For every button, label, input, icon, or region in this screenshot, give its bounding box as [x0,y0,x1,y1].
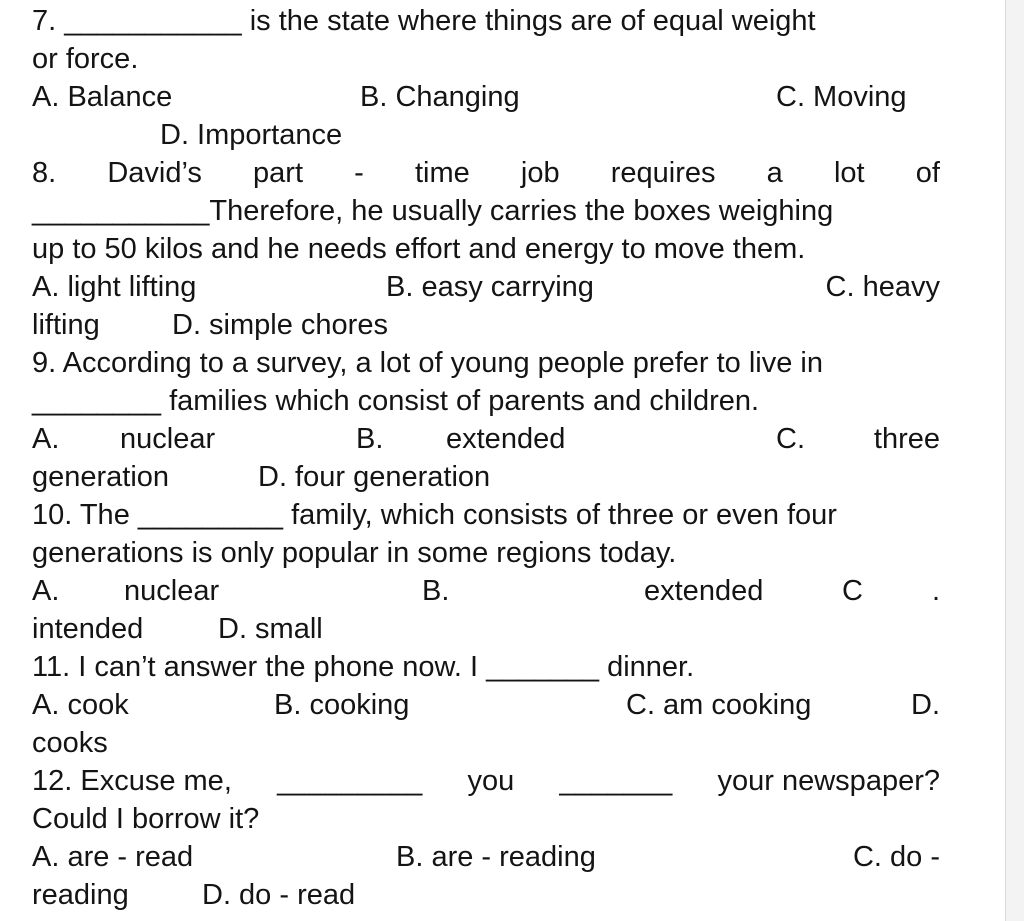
q10-stem-line-2 [32,534,940,572]
q11-option-b: B. cooking [274,689,410,721]
q9-blank: ________ [32,385,162,417]
q9-option-b: extended [446,423,566,455]
q9-option-d: D. four generation [258,461,491,493]
q8-word: time [414,157,470,189]
q10-stem-line-1 [32,496,940,534]
q12-options-line [32,838,940,876]
q10-stem-cont-2: generations is only popular in some regions today. [32,537,677,569]
q9-option-c: three [873,423,940,455]
q10-option-b-letter: B. [422,575,450,607]
q12-stem-cont: Could I borrow it? [32,803,260,835]
q7-options-line [32,78,940,116]
q8-stem-line-2 [32,192,940,230]
q7-number: 7. [32,5,57,37]
q12-blank-2: _______ [559,765,673,797]
scrollbar[interactable] [1005,0,1024,921]
q9-option-a-letter: A. [32,423,60,455]
q8-option-d: D. simple chores [172,309,388,341]
q12-stem: 12. Excuse me, [32,765,232,797]
q8-number: 8. [32,157,57,189]
q12-option-a: A. are - read [32,841,194,873]
q9-options-line-2 [32,458,940,496]
q8-stem-cont: Therefore, he usually carries the boxes weighing [209,195,834,227]
q8-word: a [766,157,783,189]
q11-options-line [32,686,940,724]
q8-options-line [32,268,940,306]
q11-option-a: A. cook [32,689,129,721]
q10-options-line [32,572,940,610]
q10-option-a-letter: A. [32,575,60,607]
q7-blank: ___________ [64,5,242,37]
q7-option-c: C. Moving [776,81,907,113]
q11-blank: _______ [486,651,599,683]
q7-stem-cont: or force. [32,43,139,75]
q7-option-a: A. Balance [32,81,173,113]
q8-word: requires [610,157,716,189]
q8-word: lot [833,157,865,189]
q8-option-a: A. light lifting [32,271,197,303]
q12-option-d: D. do - read [202,879,356,911]
q7-stem: is the state where things are of equal weight [249,5,816,37]
q9-stem-cont: families which consist of parents and children. [169,385,760,417]
q11-option-c: C. am cooking [626,689,812,721]
q9-option-c-letter: C. [776,423,805,455]
q12-stem-end: your newspaper? [717,765,940,797]
q8-stem-line-1 [32,154,940,192]
q11-option-d-letter: D. [911,689,940,721]
q12-option-c: C. do - [852,841,940,873]
q7-option-b: B. Changing [360,81,520,113]
q8-blank: ___________ [32,195,210,227]
q8-option-b: B. easy carrying [386,271,594,303]
q10-option-c: intended [32,613,144,645]
q9-stem-line-2 [32,382,940,420]
q11-stem-cont: dinner. [607,651,695,683]
q7-stem-line-1 [32,2,940,40]
q10-option-c-dot: . [931,575,940,607]
q10-options-line-2 [32,610,940,648]
q10-option-c-letter: C [842,575,863,607]
q10-stem-cont: family, which consists of three or even four [291,499,837,531]
q11-options-line-2 [32,724,940,762]
q12-option-b: B. are - reading [396,841,596,873]
q9-option-b-letter: B. [356,423,384,455]
q10-option-d: D. small [218,613,323,645]
q11-stem: 11. I can’t answer the phone now. I [32,651,479,683]
q9-option-c-cont: generation [32,461,170,493]
q12-options-line-2 [32,876,940,914]
q12-stem-line-1 [32,762,940,800]
q8-word: David’s [107,157,202,189]
q12-stem-line-2 [32,800,940,838]
q12-option-c-cont: reading [32,879,129,911]
q10-stem: 10. The [32,499,130,531]
q10-option-b: extended [644,575,764,607]
q8-stem-cont-2: up to 50 kilos and he needs effort and energy to move them. [32,233,806,265]
q7-options-line-2 [32,116,940,154]
q8-stem-line-3 [32,230,940,268]
q8-word: - [354,157,364,189]
q12-blank-1: _________ [277,765,423,797]
q10-blank: _________ [137,499,284,531]
q8-word: of [915,157,940,189]
q12-stem-mid: you [467,765,515,797]
q9-stem-line-1 [32,344,940,382]
q8-option-c-cont: lifting [32,309,100,341]
q8-word: job [520,157,560,189]
q9-options-line [32,420,940,458]
q9-stem: 9. According to a survey, a lot of young people prefer to live in [32,347,823,379]
q9-option-a: nuclear [120,423,216,455]
q8-word: part [253,157,304,189]
q8-option-c: C. heavy [825,271,940,303]
q11-option-d: cooks [32,727,108,759]
q11-stem-line-1 [32,648,940,686]
q8-options-line-2 [32,306,940,344]
q7-option-d: D. Importance [160,119,343,151]
q7-stem-line-2 [32,40,940,78]
q10-option-a: nuclear [124,575,220,607]
